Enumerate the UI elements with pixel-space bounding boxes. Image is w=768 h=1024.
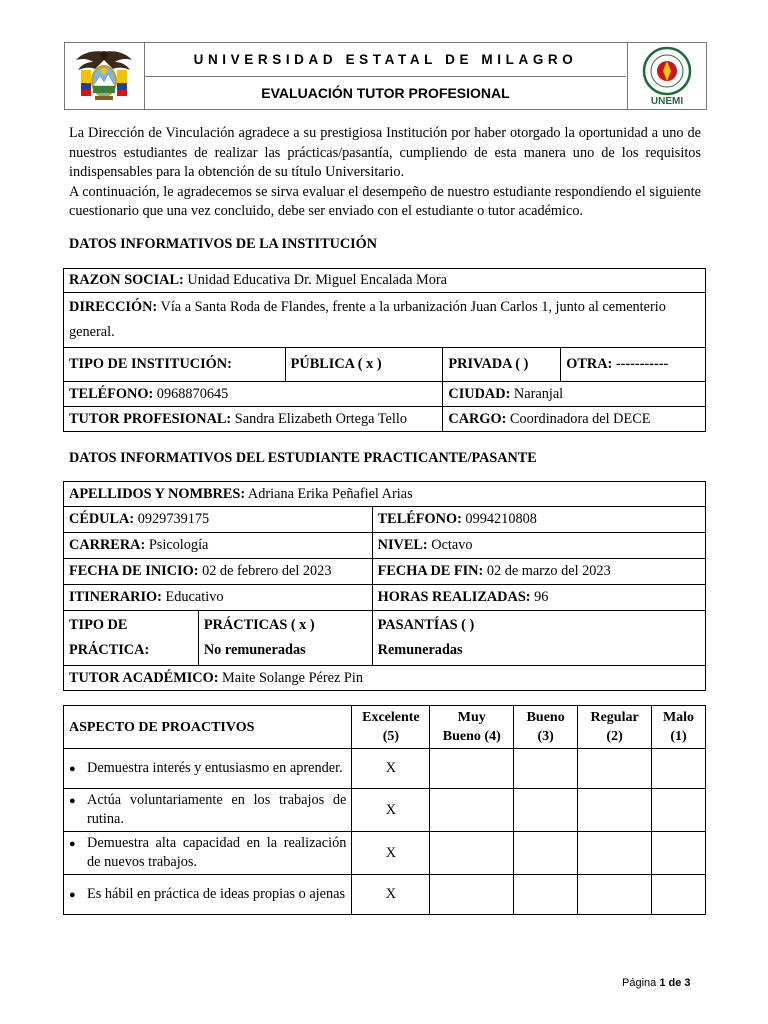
mark-cell bbox=[514, 749, 578, 789]
ciudad-label: CIUDAD: bbox=[448, 385, 511, 402]
column-header-muy-bueno: Muy Bueno (4) bbox=[430, 706, 514, 749]
nombres-value: Adriana Erika Peñafiel Arias bbox=[247, 485, 413, 502]
ecuador-coat-of-arms-icon bbox=[65, 43, 145, 109]
page-word: Página bbox=[622, 977, 657, 989]
bullet-icon: ● bbox=[69, 762, 76, 775]
mark-cell bbox=[430, 749, 514, 789]
intro-text bbox=[69, 124, 701, 222]
mark-cell bbox=[578, 875, 652, 915]
pasantias-remuneracion: Remuneradas bbox=[377, 642, 463, 658]
document-header bbox=[64, 42, 707, 110]
mark-cell bbox=[430, 789, 514, 832]
page-number bbox=[622, 977, 691, 989]
mark-cell: X bbox=[352, 832, 430, 875]
bullet-icon: ● bbox=[69, 888, 76, 901]
fecha-inicio-label: FECHA DE INICIO: bbox=[69, 563, 199, 579]
publica-option: PÚBLICA ( x ) bbox=[290, 356, 382, 372]
mark-cell bbox=[652, 875, 706, 915]
table-row bbox=[64, 507, 706, 533]
nivel-value: Octavo bbox=[431, 537, 473, 553]
direccion-label: DIRECCIÓN: bbox=[69, 299, 158, 315]
mark-cell bbox=[652, 789, 706, 832]
practicas-remuneracion: No remuneradas bbox=[203, 642, 306, 658]
privada-option: PRIVADA ( ) bbox=[448, 356, 529, 372]
table-row bbox=[64, 559, 706, 585]
page-total: 3 bbox=[684, 977, 691, 989]
mark-cell: X bbox=[352, 875, 430, 915]
mark-cell bbox=[578, 789, 652, 832]
nombres-label: APELLIDOS Y NOMBRES: bbox=[69, 485, 246, 502]
fecha-inicio-value: 02 de febrero del 2023 bbox=[202, 563, 332, 579]
evaluation-header-row bbox=[64, 706, 706, 749]
page-current: 1 bbox=[659, 977, 666, 989]
mark-cell bbox=[652, 749, 706, 789]
cedula-label: CÉDULA: bbox=[69, 511, 135, 527]
fecha-fin-label: FECHA DE FIN: bbox=[377, 563, 484, 579]
horas-value: 96 bbox=[534, 589, 549, 605]
table-row bbox=[64, 533, 706, 559]
tutor-academico-label: TUTOR ACADÉMICO: bbox=[69, 669, 219, 686]
mark-cell bbox=[578, 749, 652, 789]
institution-section-title: DATOS INFORMATIVOS DE LA INSTITUCIÓN bbox=[69, 236, 377, 252]
aspect-text: Actúa voluntariamente en los trabajos de rutina. bbox=[87, 792, 347, 827]
column-header-malo: Malo (1) bbox=[652, 706, 706, 749]
razon-value: Unidad Educativa Dr. Miguel Encalada Mora bbox=[187, 272, 448, 288]
tutor-profesional-value: Sandra Elizabeth Ortega Tello bbox=[234, 410, 407, 427]
tutor-academico-value: Maite Solange Pérez Pin bbox=[222, 669, 363, 686]
mark-cell bbox=[652, 832, 706, 875]
column-header-bueno: Bueno (3) bbox=[514, 706, 578, 749]
table-row bbox=[64, 348, 706, 382]
cedula-value: 0929739175 bbox=[137, 511, 210, 527]
student-telefono-label: TELÉFONO: bbox=[377, 511, 462, 527]
mark-cell bbox=[430, 875, 514, 915]
form-title: EVALUACIÓN TUTOR PROFESIONAL bbox=[261, 85, 510, 101]
table-row bbox=[64, 269, 706, 293]
carrera-value: Psicología bbox=[148, 537, 209, 553]
cargo-label: CARGO: bbox=[448, 410, 507, 427]
razon-label: RAZON SOCIAL: bbox=[69, 272, 184, 288]
table-row bbox=[64, 749, 706, 789]
student-section-title: DATOS INFORMATIVOS DEL ESTUDIANTE PRACTICANTE/PASANTE bbox=[69, 450, 537, 466]
student-table bbox=[63, 481, 706, 691]
unemi-logo-text: UNEMI bbox=[650, 96, 684, 107]
aspect-text: Es hábil en práctica de ideas propias o ajenas bbox=[87, 885, 346, 902]
mark-cell bbox=[578, 832, 652, 875]
tipo-institucion-label: TIPO DE INSTITUCIÓN: bbox=[69, 356, 232, 372]
unemi-logo-icon bbox=[627, 42, 707, 110]
table-row bbox=[64, 832, 706, 875]
direccion-value: Vía a Santa Roda de Flandes, frente a la urbanización Juan Carlos 1, junto al cementerio general. bbox=[69, 299, 666, 340]
tipo-practica-label-line1: TIPO DE bbox=[69, 617, 128, 633]
bullet-icon: ● bbox=[69, 838, 76, 850]
tipo-practica-label-line2: PRÁCTICA: bbox=[69, 642, 150, 658]
mark-cell bbox=[514, 875, 578, 915]
aspect-text: Demuestra interés y entusiasmo en aprender. bbox=[87, 759, 343, 776]
university-name: UNIVERSIDAD ESTATAL DE MILAGRO bbox=[145, 43, 627, 77]
pasantias-option: PASANTÍAS ( ) bbox=[377, 617, 475, 633]
table-row bbox=[64, 789, 706, 832]
mark-cell: X bbox=[352, 749, 430, 789]
carrera-label: CARRERA: bbox=[69, 537, 146, 553]
otra-option: OTRA: ----------- bbox=[566, 356, 669, 372]
horas-label: HORAS REALIZADAS: bbox=[377, 589, 531, 605]
tutor-profesional-label: TUTOR PROFESIONAL: bbox=[69, 410, 232, 427]
telefono-label: TELÉFONO: bbox=[69, 385, 154, 402]
column-header-regular: Regular (2) bbox=[578, 706, 652, 749]
page-of: de bbox=[668, 977, 682, 989]
table-row bbox=[64, 875, 706, 915]
aspect-header: ASPECTO DE PROACTIVOS bbox=[64, 706, 352, 749]
itinerario-label: ITINERARIO: bbox=[69, 589, 162, 605]
evaluation-table bbox=[63, 705, 706, 915]
intro-paragraph-2: A continuación, le agradecemos se sirva evaluar el desempeño de nuestro estudiante respondiendo el siguiente cuestionario que una vez concluido, debe ser enviado con el estudiante o tutor académico. bbox=[69, 183, 701, 219]
telefono-value: 0968870645 bbox=[156, 385, 229, 402]
table-row bbox=[64, 666, 706, 691]
mark-cell: X bbox=[352, 789, 430, 832]
nivel-label: NIVEL: bbox=[377, 537, 428, 553]
table-row bbox=[64, 585, 706, 611]
mark-cell bbox=[514, 789, 578, 832]
table-row bbox=[64, 382, 706, 407]
cargo-value: Coordinadora del DECE bbox=[509, 410, 651, 427]
intro-paragraph-1: La Dirección de Vinculación agradece a su prestigiosa Institución por haber otorgado la oportunidad a uno de nuestros estudiantes de realizar las prácticas/pasantía, cumpliendo de esta manera uno de los requisitos indispensables para la obtención de su título Universitario. bbox=[69, 125, 701, 180]
table-row bbox=[64, 293, 706, 348]
fecha-fin-value: 02 de marzo del 2023 bbox=[486, 563, 611, 579]
table-row bbox=[64, 482, 706, 507]
institution-table bbox=[63, 268, 706, 432]
column-header-excelente: Excelente (5) bbox=[352, 706, 430, 749]
table-row bbox=[64, 407, 706, 432]
mark-cell bbox=[514, 832, 578, 875]
practicas-option: PRÁCTICAS ( x ) bbox=[203, 617, 315, 633]
bullet-icon: ● bbox=[69, 795, 76, 807]
itinerario-value: Educativo bbox=[165, 589, 224, 605]
table-row bbox=[64, 611, 706, 666]
aspect-text: Demuestra alta capacidad en la realización de nuevos trabajos. bbox=[87, 835, 347, 870]
mark-cell bbox=[430, 832, 514, 875]
student-telefono-value: 0994210808 bbox=[465, 511, 537, 527]
ciudad-value: Naranjal bbox=[513, 385, 564, 402]
